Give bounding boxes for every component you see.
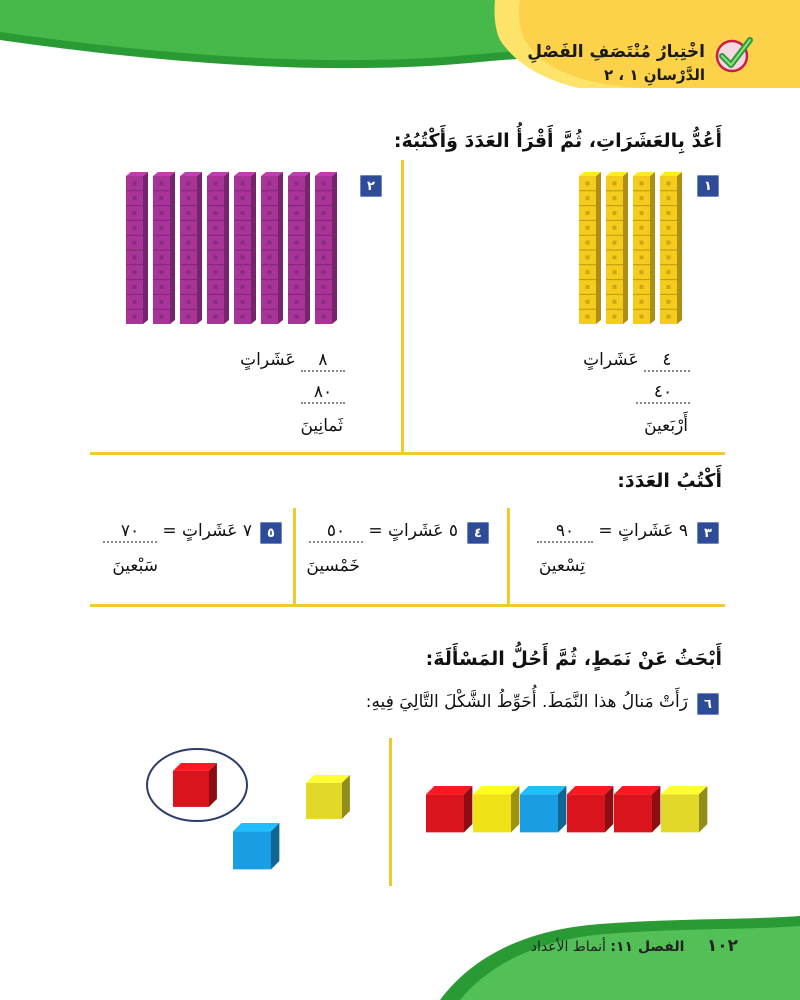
- cube-pattern: [420, 780, 720, 840]
- section1-title: أَعُدُّ بِالعَشَرَاتِ، ثُمَّ أَقْرَأُ العَدَدَ وَأَكْتُبُهُ:: [393, 130, 722, 152]
- divider-q4-q5: [293, 508, 296, 606]
- purple-rod-4: [207, 172, 229, 324]
- pattern-cube-3: [520, 786, 566, 832]
- answer-choices: [135, 745, 375, 875]
- q1-tens-answer[interactable]: ٤: [644, 350, 690, 372]
- question-number-6: ٦: [697, 693, 719, 715]
- purple-rod-5: [234, 172, 256, 324]
- divider-section1-bottom: [90, 452, 725, 455]
- q2-number-line: [301, 382, 345, 404]
- header-subtitle: الدَّرْسانِ ١ ، ٢: [604, 66, 705, 84]
- pattern-cube-5: [614, 786, 660, 832]
- q5-expression: ٧ عَشَراتٍ = ٧٠: [103, 521, 252, 543]
- pattern-cube-4: [567, 786, 613, 832]
- q5-word: سَبْعينَ: [112, 556, 158, 576]
- footer-chapter-label: الفصل ١١:: [610, 939, 685, 955]
- purple-rod-2: [153, 172, 175, 324]
- question-number-1: ١: [697, 175, 719, 197]
- q3-word: تِسْعينَ: [538, 556, 585, 576]
- q4-word: خَمْسينَ: [306, 556, 360, 576]
- q1-word: أَرْبَعينَ: [644, 416, 688, 436]
- pattern-cube-2: [473, 786, 519, 832]
- choice-cube-yellow: [306, 775, 350, 819]
- q4-expression: ٥ عَشَراتٍ = ٥٠: [309, 521, 458, 543]
- choice-cube-blue: [233, 823, 279, 869]
- question-number-5: ٥: [260, 522, 282, 544]
- q3-answer[interactable]: ٩٠: [537, 521, 593, 543]
- checkmark-icon: [712, 34, 754, 76]
- q2-number-answer[interactable]: ٨٠: [301, 382, 345, 404]
- yellow-rod-4: [660, 172, 682, 324]
- divider-q3-q4: [507, 508, 510, 606]
- footer-chapter-title: أنماط الأعداد: [530, 939, 606, 955]
- purple-rod-8: [315, 172, 337, 324]
- q2-tens-label: عَشَراتٍ: [240, 350, 296, 370]
- question-number-2: ٢: [360, 175, 382, 197]
- q1-tens-label: عَشَراتٍ: [583, 350, 639, 370]
- q5-answer[interactable]: ٧٠: [103, 521, 157, 543]
- q2-tens-line: [240, 350, 345, 372]
- purple-rod-6: [261, 172, 283, 324]
- yellow-rod-2: [606, 172, 628, 324]
- purple-rod-3: [180, 172, 202, 324]
- purple-rod-1: [126, 172, 148, 324]
- divider-pattern-choices: [389, 738, 392, 886]
- section2-title: أَكْتُبُ العَدَدَ:: [617, 470, 722, 492]
- purple-rod-7: [288, 172, 310, 324]
- footer-page-number: ١٠٢: [706, 936, 738, 956]
- question-number-3: ٣: [697, 522, 719, 544]
- yellow-rod-3: [633, 172, 655, 324]
- q4-answer[interactable]: ٥٠: [309, 521, 363, 543]
- tens-rods-yellow: [575, 170, 695, 330]
- q2-word: ثَمانِينَ: [300, 416, 343, 436]
- divider-section1: [401, 160, 404, 452]
- q2-tens-answer[interactable]: ٨: [301, 350, 345, 372]
- pattern-cube-1: [426, 786, 472, 832]
- question-number-4: ٤: [467, 522, 489, 544]
- q1-tens-line: [583, 350, 690, 372]
- header-title: اخْتِبارُ مُنْتَصَفِ الفَصْلِ: [527, 42, 705, 62]
- q1-number-answer[interactable]: ٤٠: [636, 382, 690, 404]
- q3-expression: ٩ عَشَراتٍ = ٩٠: [537, 521, 688, 543]
- footer-chapter: [531, 936, 738, 956]
- q6-text: رَأَتْ مَنالُ هذا النَّمَطَ. أُحَوِّطُ الشَّكْلَ التَّالِيَ فِيهِ:: [365, 692, 688, 712]
- choice-cube-red: [173, 763, 217, 807]
- pattern-cube-6: [661, 786, 707, 832]
- q1-number-line: [636, 382, 690, 404]
- yellow-rod-1: [579, 172, 601, 324]
- tens-rods-purple: [122, 170, 362, 330]
- divider-section2-bottom: [90, 604, 725, 607]
- section3-title: أَبْحَثُ عَنْ نَمَطٍ، ثُمَّ أَحُلُّ المَسْأَلَةَ:: [425, 648, 722, 670]
